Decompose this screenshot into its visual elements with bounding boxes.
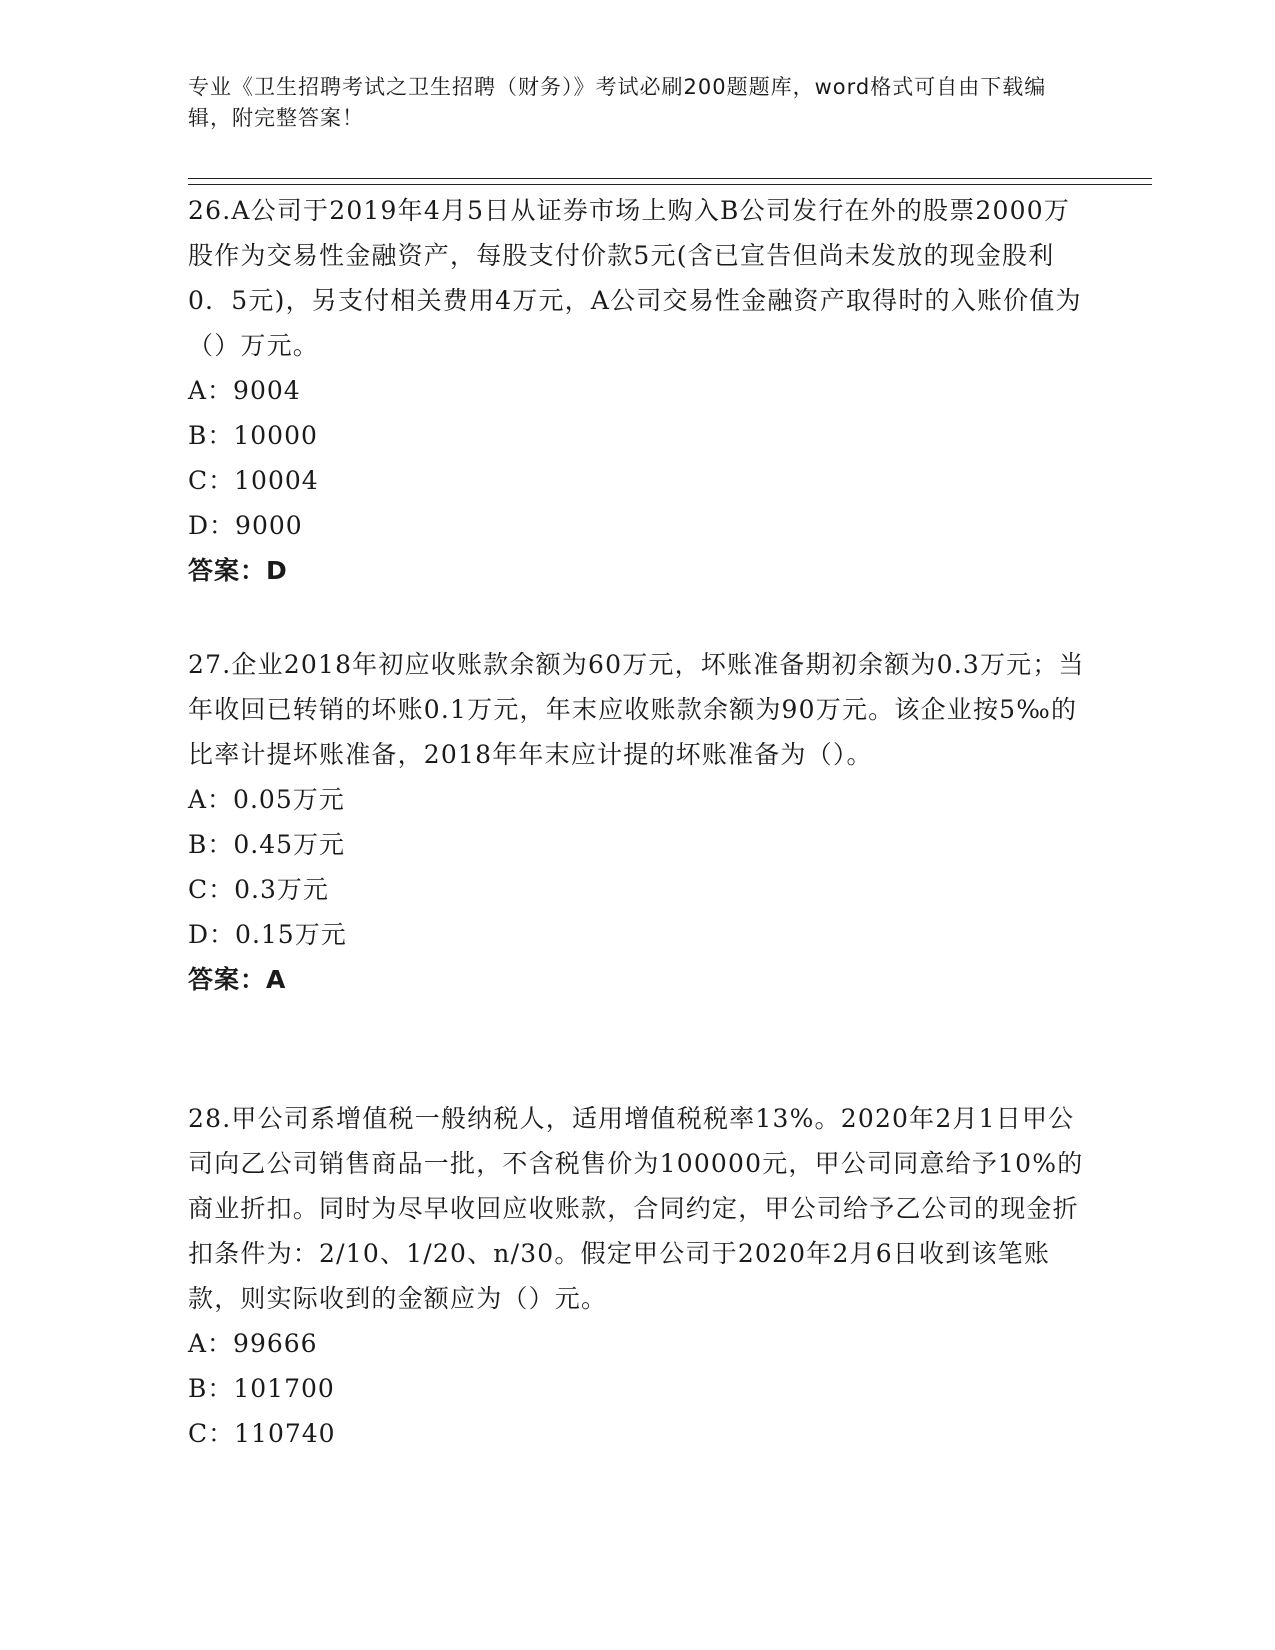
header-divider-bottom (188, 184, 1152, 185)
question-27 (188, 642, 1088, 1002)
option-b: B：0.45万元 (188, 830, 346, 859)
header-title: 专业《卫生招聘考试之卫生招聘（财务）》考试必刷200题题库，word格式可自由下载编辑，附完整答案！ (188, 75, 1047, 130)
option-d: D：9000 (188, 511, 303, 540)
option-c: C：10004 (188, 466, 319, 495)
option-d: D：0.15万元 (188, 920, 347, 949)
option-b: B：101700 (188, 1374, 335, 1403)
question-28 (188, 1096, 1088, 1456)
question-stem: 28.甲公司系增值税一般纳税人，适用增值税税率13%。2020年2月1日甲公司向乙公司销售商品一批，不含税售价为100000元，甲公司同意给予10%的商业折扣。同时为尽早收回应收账款，合同约定，甲公司给予乙公司的现金折扣条件为：2/10、1/20、n/30。假定甲公司于2020年2月6日收到该笔账款，则实际收到的金额应为（）元。 (188, 1104, 1084, 1313)
header-divider-top (188, 178, 1152, 179)
answer-label: 答案：A (188, 965, 287, 994)
answer-label: 答案：D (188, 556, 288, 585)
document-header (188, 72, 1068, 134)
option-c: C：110740 (188, 1419, 336, 1448)
option-c: C：0.3万元 (188, 875, 329, 904)
option-a: A：9004 (188, 376, 301, 405)
option-a: A：99666 (188, 1329, 318, 1358)
question-26 (188, 188, 1088, 593)
question-stem: 26.A公司于2019年4月5日从证券市场上购入B公司发行在外的股票2000万股作为交易性金融资产，每股支付价款5元(含已宣告但尚未发放的现金股利0．5元)，另支付相关费用4万元，A公司交易性金融资产取得时的入账价值为（）万元。 (188, 196, 1082, 360)
question-stem: 27.企业2018年初应收账款余额为60万元，坏账准备期初余额为0.3万元；当年收回已转销的坏账0.1万元，年末应收账款余额为90万元。该企业按5‰的比率计提坏账准备，2018年年末应计提的坏账准备为（）。 (188, 650, 1085, 769)
option-a: A：0.05万元 (188, 785, 345, 814)
option-b: B：10000 (188, 421, 318, 450)
